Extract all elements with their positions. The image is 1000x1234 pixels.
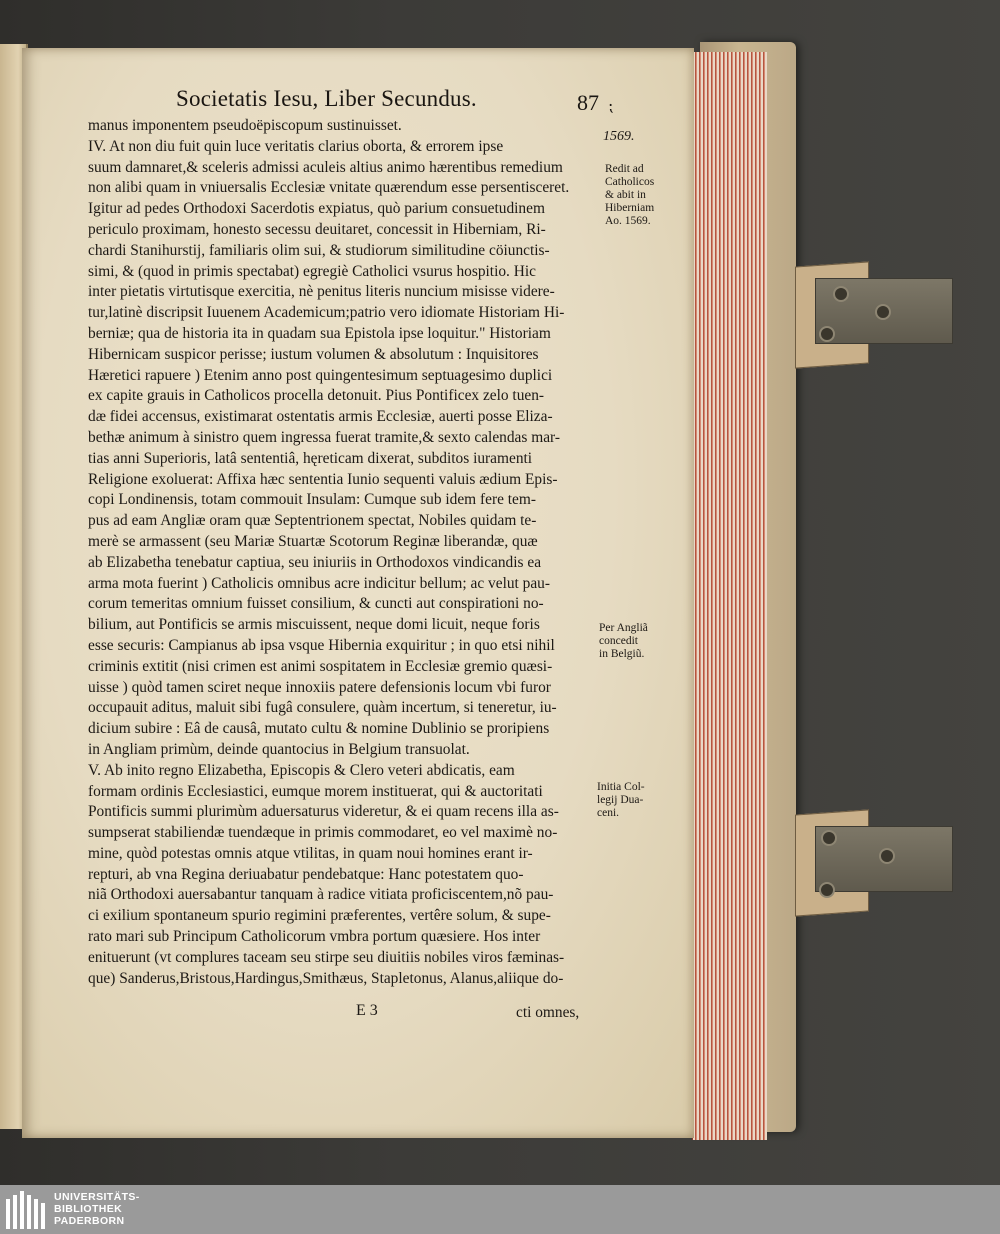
library-logo-icon: [6, 1191, 46, 1229]
page-number: 87: [577, 90, 599, 115]
text-line: IV. At non diu fuit quin luce veritatis clarius oborta, & errorem ipse: [88, 137, 504, 155]
text-line: tias anni Superioris, latâ sententiâ, hęreticam dixerat, subditos iuramenti: [88, 449, 533, 467]
text-line: dicium subire : Eâ de causâ, mutato cultu & nomine Dublinio se proripiens: [88, 720, 550, 738]
margin-note-redit: Redit ad Catholicos & abit in Hiberniam Ao. 1569.: [605, 163, 655, 227]
text-line: Hæretici rapuere ) Etenim anno post quingentesimum septuagesimo duplici: [88, 366, 553, 384]
text-line: mine, quòd potestas omnis atque vtilitas, in quam noui homines erant ir-: [88, 844, 533, 862]
running-title: Societatis Iesu, Liber Secundus.: [176, 86, 477, 111]
lower-clasp: [795, 812, 955, 922]
text-line: corum temeritas omnium fuisset consilium, & cuncti aut conspirationi no-: [88, 595, 544, 613]
text-line: tur,latinè discripsit Iuuenem Academicum;patrio vero idiomate Historiam Hi-: [88, 304, 565, 322]
margin-note-initia: Initia Col- legij Dua- ceni.: [597, 781, 645, 819]
page-edges: [692, 52, 767, 1140]
text-line: bethæ animum à sinistro quem ingressa fuerat tramite,& sexto calendas mar-: [88, 428, 560, 446]
text-line: in Angliam primùm, deinde quantocius in Belgium transuolat.: [88, 740, 470, 758]
margin-note-per-anglia: Per Angliã concedit in Belgiũ.: [599, 622, 648, 660]
text-line: enituerunt (vt complures taceam seu stirpe seu diuitiis nobiles viros fæminas-: [88, 948, 565, 966]
text-line: niã Orthodoxi auersabantur tanquam à radice vitiata proficiscentem,nõ pau-: [88, 886, 554, 904]
page-mark: ⁏: [608, 98, 614, 115]
text-line: simi, & (quod in primis spectabat) egregiè Catholici vsurus hospitio. Hic: [88, 262, 536, 280]
text-line: ci exilium spontaneum spurio regimini præferentes, vertêre solum, & supe-: [88, 907, 551, 925]
signature-mark: E 3: [356, 1002, 378, 1019]
text-line: non alibi quam in vniuersalis Ecclesiæ vnitate quærendum esse persentisceret.: [88, 179, 570, 197]
text-line: Hibernicam suspicor perisse; iustum volumen & absolutum : Inquisitores: [88, 345, 539, 363]
text-line: arma mota fuerint ) Catholicis omnibus acre indicitur bellum; ac velut pau-: [88, 574, 551, 592]
text-line: formam ordinis Ecclesiastici, eumque morem instituerat, qui & auctoritati: [88, 782, 543, 800]
margin-note-year: 1569.: [603, 129, 635, 144]
library-logo-text: UNIVERSITÄTS- BIBLIOTHEK PADERBORN: [54, 1191, 140, 1227]
text-line: Pontificis summi plurimùm aduersaturus videretur, & ei quam recens illa as-: [88, 803, 559, 821]
text-line: periculo proximam, honesto secessu deuitaret, concessit in Hiberniam, Ri-: [88, 220, 546, 238]
text-line: V. Ab inito regno Elizabetha, Episcopis & Clero veteri abdicatis, eam: [88, 761, 515, 779]
text-line: Igitur ad pedes Orthodoxi Sacerdotis expiatus, quò parium consuetudinem: [88, 200, 545, 218]
body-text: [88, 116, 602, 989]
text-line: ex capite grauis in Catholicos procella detonuit. Pius Pontificex zelo tuen-: [88, 387, 545, 405]
text-line: repturi, ab vna Regina deriuabatur pendebatque: Hanc potestatem quo-: [88, 865, 524, 883]
text-line: Religione exoluerat: Affixa hæc sententia Iunio sequenti valuis ædium Epis-: [88, 470, 558, 488]
text-line: occupauit aditus, maluit sibi fugâ consulere, quàm incertum, si teneretur, iu-: [88, 699, 557, 717]
text-line: sumpserat stabiliendæ tuendæque in primis commodaret, eo vel maximè no-: [88, 824, 558, 842]
text-line: esse securis: Campianus ab ipsa vsque Hibernia exquiritur ; in quo etsi nihil: [88, 636, 555, 654]
text-line: uisse ) quòd tamen sciret neque innoxiis patere defensionis locum vbi furor: [88, 678, 551, 696]
text-line: ab Elizabetha tenebatur captiua, seu iniuriis in Orthodoxos vindicandis ea: [88, 553, 542, 571]
text-line: merè se armassent (seu Mariæ Stuartæ Scotorum Reginæ liberandæ, quæ: [88, 532, 538, 550]
text-line: suum damnaret,& sceleris admissi aculeis altius animo hærentibus remedium: [88, 158, 563, 176]
upper-clasp: [795, 264, 955, 374]
text-line: bilium, aut Pontificis se armis miscuissent, neque domi licuit, neque foris: [88, 616, 540, 634]
text-line: dæ fidei accensus, existimarat ostentatis armis Ecclesiæ, auerti posse Eliza-: [88, 408, 553, 426]
text-line: rato mari sub Principum Catholicorum vmbra portum quæsiere. Hos inter: [88, 928, 541, 946]
text-line: berniæ; qua de historia ita in quadam sua Epistola ipse loquitur." Historiam: [88, 324, 551, 342]
text-line: pus ad eam Angliæ oram quæ Septentrionem spectat, Nobiles quidam te-: [88, 512, 537, 530]
text-line: que) Sanderus,Bristous,Hardingus,Smithæus, Stapletonus, Alanus,aliique do-: [88, 969, 564, 987]
text-line: inter pietatis virtutisque exercitia, nè penitus literis nuncium misisse videre-: [88, 283, 555, 301]
text-line: manus imponentem pseudoëpiscopum sustinuisset.: [88, 117, 402, 134]
catchword: cti omnes,: [516, 1004, 580, 1021]
library-footer-bar: [0, 1185, 1000, 1234]
text-line: copi Londinensis, totam commouit Insulam: Cumque sub idem fere tem-: [88, 491, 536, 509]
text-line: chardi Stanihurstij, familiaris olim sui, & studiorum similitudine cöiunctis-: [88, 241, 550, 259]
text-line: criminis extitit (nisi crimen est animi sospitatem in Ecclesiæ gremio quæsi-: [88, 657, 553, 675]
